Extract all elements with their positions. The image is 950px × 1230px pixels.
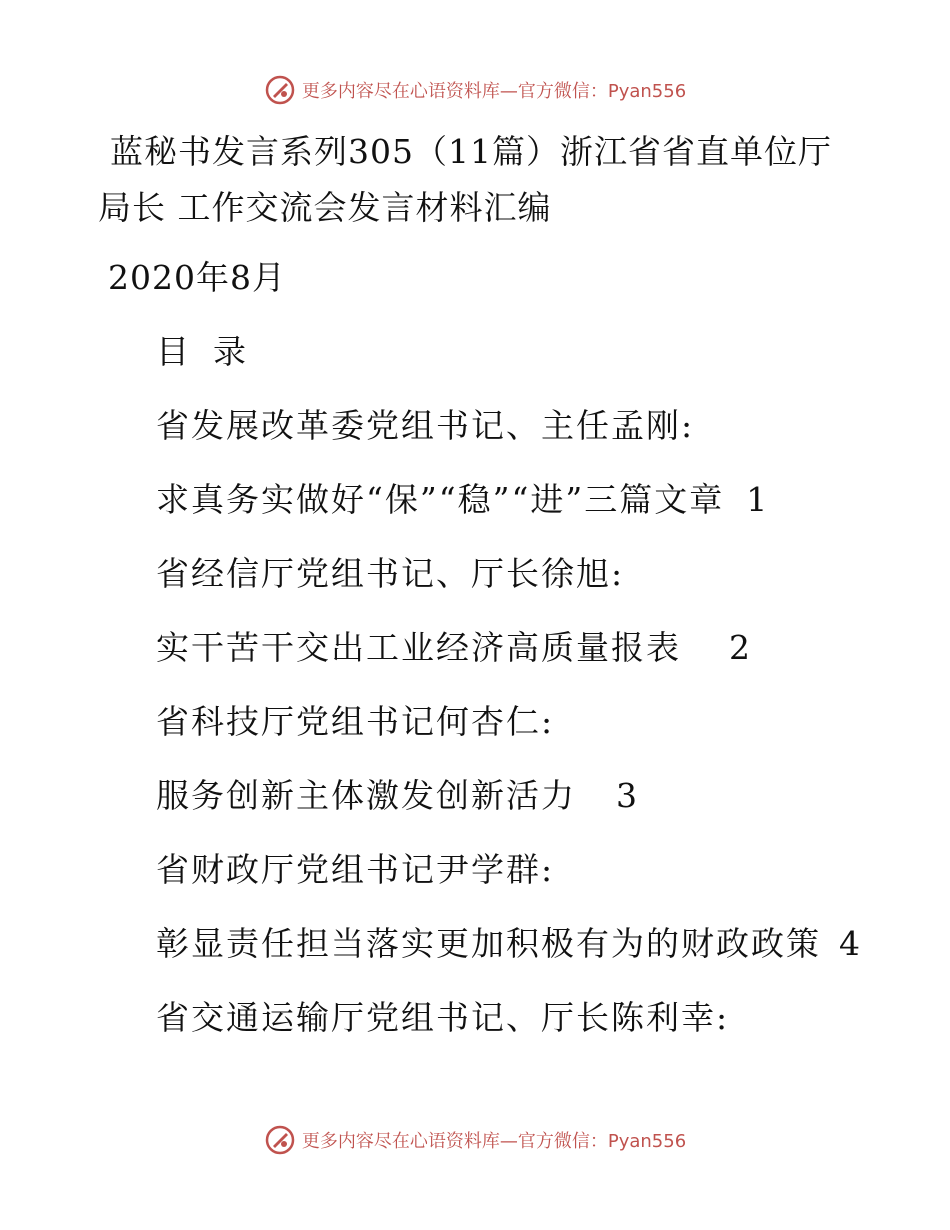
banner-separator: — [499, 1131, 518, 1152]
toc-author-2: 省经信厅党组书记、厅长徐旭: [156, 554, 625, 593]
toc-article-title: 实干苦干交出工业经济高质量报表 [156, 628, 681, 667]
toc-article-2 [156, 628, 752, 668]
banner-contact-label: 官方微信： [517, 81, 608, 102]
toc-article-4 [156, 924, 862, 964]
banner-site-name: 更多内容尽在心语资料库 [301, 81, 500, 102]
toc-heading [156, 332, 248, 372]
brand-logo-icon [264, 74, 296, 106]
toc-article-1 [156, 480, 769, 520]
toc-author-4: 省财政厅党组书记尹学群: [156, 850, 555, 889]
toc-author-3: 省科技厅党组书记何杏仁: [156, 702, 555, 741]
toc-article-title: 求真务实做好“保”“稳”“进”三篇文章 [156, 480, 725, 519]
toc-page-number: 4 [839, 924, 862, 963]
toc-author-1: 省发展改革委党组书记、主任孟刚: [156, 406, 695, 445]
brand-logo-icon [264, 1124, 296, 1156]
toc-author-5: 省交通运输厅党组书记、厅长陈利幸: [156, 998, 730, 1037]
toc-article-title: 彰显责任担当落实更加积极有为的财政政策 [156, 924, 821, 963]
footer-banner [0, 1122, 950, 1158]
toc-page-number: 3 [616, 776, 639, 815]
banner-contact-label: 官方微信： [517, 1131, 608, 1152]
banner-contact-id: Pyan556 [607, 1131, 687, 1152]
toc-page-number: 1 [746, 480, 770, 519]
toc-article-3 [156, 776, 639, 816]
banner-text [302, 1127, 686, 1153]
banner-text [302, 77, 686, 103]
toc-heading-part2: 录 [213, 332, 248, 371]
toc-heading-part1: 目 [156, 332, 191, 371]
banner-site-name: 更多内容尽在心语资料库 [301, 1131, 500, 1152]
toc-page-number: 2 [729, 628, 752, 667]
header-banner [0, 72, 950, 108]
banner-contact-id: Pyan556 [607, 81, 687, 102]
document-date: 2020年8月 [108, 258, 286, 297]
document-title: 蓝秘书发言系列305（11篇）浙江省省直单位厅局长 工作交流会发言材料汇编 [98, 132, 832, 227]
banner-separator: — [499, 81, 518, 102]
toc-article-title: 服务创新主体激发创新活力 [156, 776, 576, 815]
